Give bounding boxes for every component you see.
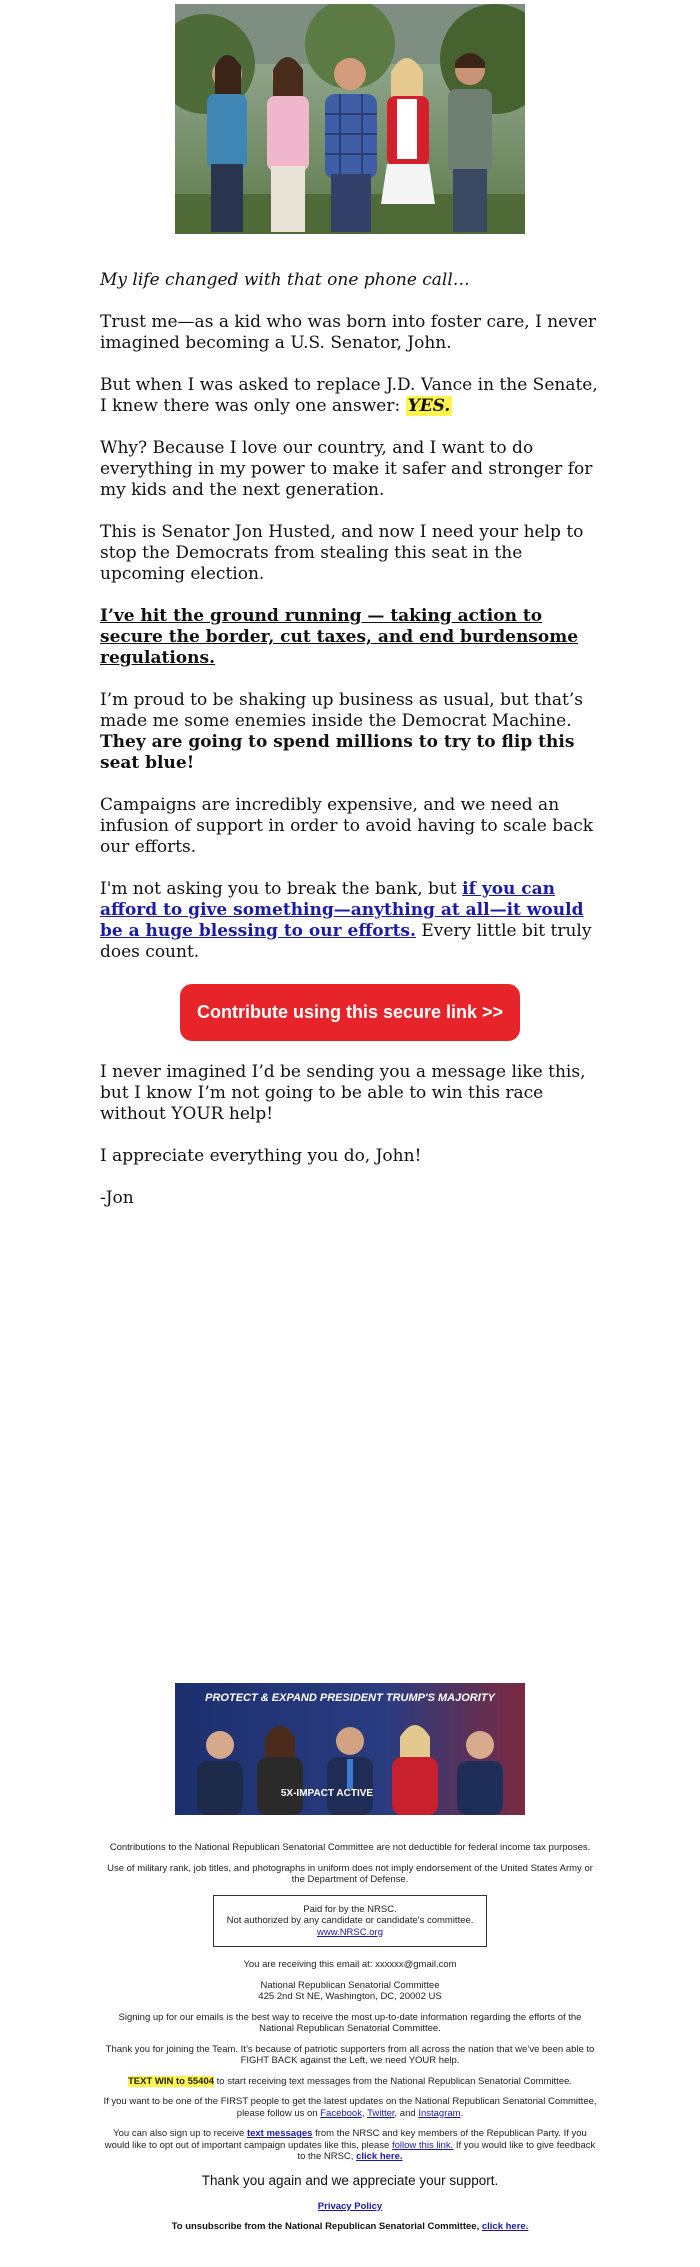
paid-line: Paid for by the NRSC. [303, 1903, 397, 1915]
letter-paragraph: Why? Because I love our country, and I want to do everything in my power to make it safer and stronger for my kids and the next generation. [100, 438, 593, 500]
text-win-note [100, 2076, 600, 2088]
letter-intro: My life changed with that one phone call… [100, 270, 470, 290]
follow-note: If you want to be one of the FIRST people to get the latest updates on the National Republican Senatorial Committee, please follow us on Facebook, Twitter, and Instagram. [103, 2096, 597, 2119]
text-messages-link[interactable]: text messages [246, 2128, 313, 2139]
letter-paragraph [100, 606, 600, 669]
banner-headline: PROTECT & EXPAND PRESIDENT TRUMP'S MAJORITY [205, 1692, 495, 1704]
military-disclaimer: Use of military rank, job titles, and photographs in uniform does not imply endorsement of the United States Army or the Department of Defense. [107, 1862, 593, 1885]
letter-text: I’ve hit the ground running — [100, 606, 391, 626]
twitter-link[interactable]: Twitter [367, 2107, 395, 2119]
privacy-policy-link[interactable]: Privacy Policy [317, 2200, 383, 2212]
cta-row [100, 984, 600, 1041]
facebook-link[interactable]: Facebook [320, 2107, 362, 2119]
letter-paragraph: This is Senator Jon Husted, and now I need your help to stop the Democrats from stealing this seat in the upcoming election. [100, 522, 584, 584]
footer-text: , and [394, 2107, 419, 2119]
hero-family-photo [175, 4, 525, 234]
contribute-button[interactable]: Contribute using this secure link >> [180, 984, 520, 1041]
letter-paragraph [100, 690, 600, 774]
feedback-link[interactable]: click here. [356, 2151, 403, 2162]
footer-text: If you want to be one of the FIRST people to get the latest updates on the National Republican Senatorial Committee, please follow us on [103, 2096, 597, 2119]
thank-team-note: Thank you for joining the Team. It’s because of patriotic supporters from all across the nation that we’ve been able to FIGHT BACK against the Left, we need YOUR help. [105, 2043, 595, 2066]
unsubscribe-link[interactable]: click here. [481, 2221, 529, 2232]
signup-note: Signing up for our emails is the best way to receive the most up-to-date information regarding the efforts of the National Republican Senatorial Committee. [118, 2011, 582, 2034]
letter-body [100, 270, 600, 1230]
footer-text: To unsubscribe from the National Republican Senatorial Committee, [171, 2221, 482, 2232]
letter-paragraph: Trust me—as a kid who was born into foster care, I never imagined becoming a U.S. Senator, John. [100, 312, 597, 353]
yes-highlight: YES. [407, 396, 451, 416]
letter-bold: They are going to spend millions to try to flip this seat blue! [100, 732, 575, 773]
letter-paragraph: Campaigns are incredibly expensive, and we need an infusion of support in order to avoid having to scale back our efforts. [100, 795, 594, 857]
senators-banner[interactable] [175, 1683, 525, 1815]
letter-signoff: -Jon [100, 1188, 134, 1208]
paid-for-box [213, 1895, 487, 1948]
footer-text: If you would like to give feedback to the NRSC, [297, 2139, 596, 2162]
banner-badge: 5X-IMPACT ACTIVE [280, 1788, 374, 1799]
org-name: National Republican Senatorial Committee [260, 1979, 440, 1991]
letter-paragraph [100, 879, 600, 963]
text-win-highlight: TEXT WIN to 55404 [127, 2075, 215, 2087]
org-address-block [100, 1980, 600, 2003]
letter-text: But when I was asked to replace J.D. Vance in the Senate, I knew there was only one answer: [100, 375, 598, 416]
letter-paragraph: I appreciate everything you do, John! [100, 1146, 422, 1166]
letter-text: Every little bit truly does count. [100, 921, 592, 962]
receiving-email: You are receiving this email at: xxxxxx@gmail.com [243, 1959, 457, 1970]
unsubscribe-note [100, 2221, 600, 2233]
email-footer [100, 1842, 600, 2242]
letter-paragraph [100, 375, 600, 417]
instagram-link[interactable]: Instagram [418, 2107, 461, 2119]
letter-underlined: taking action to secure the border, cut taxes, and end burdensome regulations. [100, 606, 579, 668]
footer-text: to start receiving text messages from the National Republican Senatorial Committee. [214, 2075, 573, 2087]
nrsc-site-link[interactable]: www.NRSC.org [317, 1926, 383, 1938]
tax-disclaimer: Contributions to the National Republican Senatorial Committee are not deductible for federal income tax purposes. [109, 1842, 591, 1853]
letter-paragraph: I never imagined I’d be sending you a message like this, but I know I’m not going to be able to win this race without YOUR help! [100, 1062, 586, 1124]
footer-text: You can also sign up to receive [113, 2128, 247, 2139]
footer-text: from the NRSC and key members of the Republican Party. If you would like to opt out of important campaign updates like this, please [104, 2128, 587, 2151]
optout-link[interactable]: follow this link. [391, 2139, 454, 2151]
org-address: 425 2nd St NE, Washington, DC, 20002 US [258, 1991, 442, 2002]
closing-thanks: Thank you again and we appreciate your support. [201, 2172, 499, 2188]
letter-text: I'm not asking you to break the bank, but [100, 879, 463, 899]
optout-note [100, 2128, 600, 2163]
paid-line: Not authorized by any candidate or candidate's committee. [226, 1915, 474, 1926]
letter-text: I’m proud to be shaking up business as usual, but that’s made me some enemies inside the Democrat Machine. [100, 690, 584, 731]
donate-text-link[interactable]: if you can afford to give something—anything at all—it would be a huge blessing to our efforts. [100, 879, 584, 941]
